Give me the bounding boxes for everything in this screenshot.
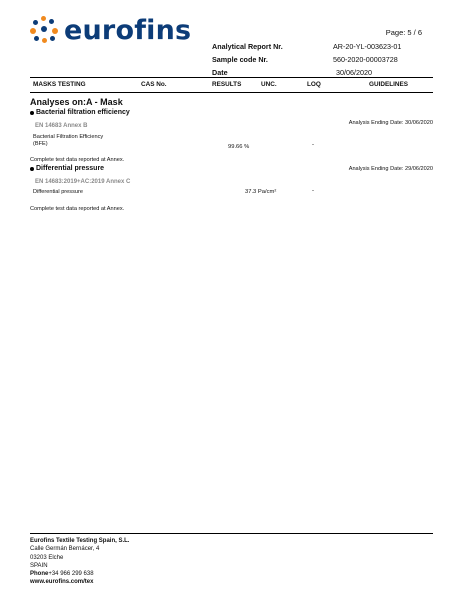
standard-reference: EN 14683:2019+AC:2019 Annex C [35,179,131,185]
city: 03203 Elche [30,554,64,561]
section-title: Analyses on:A - Mask [30,97,123,107]
header-loq: LOQ [307,81,321,88]
divider [30,92,433,93]
table-header [30,81,433,91]
result-value: 99.66 % [228,144,250,150]
divider [30,533,433,534]
header-results: RESULTS [212,81,242,88]
analysis-ending-date: Analysis Ending Date: 29/06/2020 [348,166,433,172]
meta-value: 30/06/2020 [336,68,372,77]
bullet-icon [30,167,34,171]
meta-label: Analytical Report Nr. [212,42,283,51]
parameter-name [33,189,83,196]
parameter-line: (BFE) [33,141,48,147]
annex-note: Complete test data reported at Annex. [30,206,125,212]
meta-value: AR-20-YL-003623-01 [333,42,402,51]
result-value: 37.3 Pa/cm² [245,189,277,195]
country: SPAIN [30,562,48,569]
website-link[interactable]: www.eurofins.com/tex [30,579,94,586]
loq-value: - [312,188,314,194]
group-title-text: Differential pressure [36,165,105,172]
meta-row-sample [212,53,401,66]
phone-label: Phone [30,571,49,578]
logo-dots-icon [30,16,58,44]
header-unc: UNC. [261,81,277,88]
parameter-name [33,134,103,148]
bullet-icon [30,111,34,115]
parameter-line: Bacterial Filtration Efficiency [33,134,104,140]
header-guidelines: GUIDELINES [369,81,409,88]
phone-number: +34 966 299 638 [48,571,94,578]
phone-line [30,570,129,578]
parameter-line: Differential pressure [33,189,83,195]
report-meta [212,40,401,79]
street: Calle Germán Bernácer, 4 [30,546,100,553]
meta-label: Date [212,68,228,77]
loq-value: - [312,142,314,148]
meta-value: 560-2020-00003728 [333,55,398,64]
meta-row-report [212,40,401,53]
page-number: Page: 5 / 6 [385,28,422,37]
brand-name: eurofins [64,14,192,46]
footer-address [30,537,129,587]
meta-label: Sample code Nr. [212,55,268,64]
divider [30,77,433,78]
annex-note: Complete test data reported at Annex. [30,157,125,163]
analysis-ending-date: Analysis Ending Date: 30/06/2020 [348,120,433,126]
header-masks: MASKS TESTING [33,81,86,88]
group-title-text: Bacterial filtration efficiency [36,109,130,116]
eurofins-logo [30,14,191,46]
header-cas: CAS No. [141,81,167,88]
group-title [30,165,104,172]
standard-reference: EN 14683 Annex B [35,123,88,129]
group-title [30,109,130,116]
company-name: Eurofins Textile Testing Spain, S.L. [30,538,130,544]
